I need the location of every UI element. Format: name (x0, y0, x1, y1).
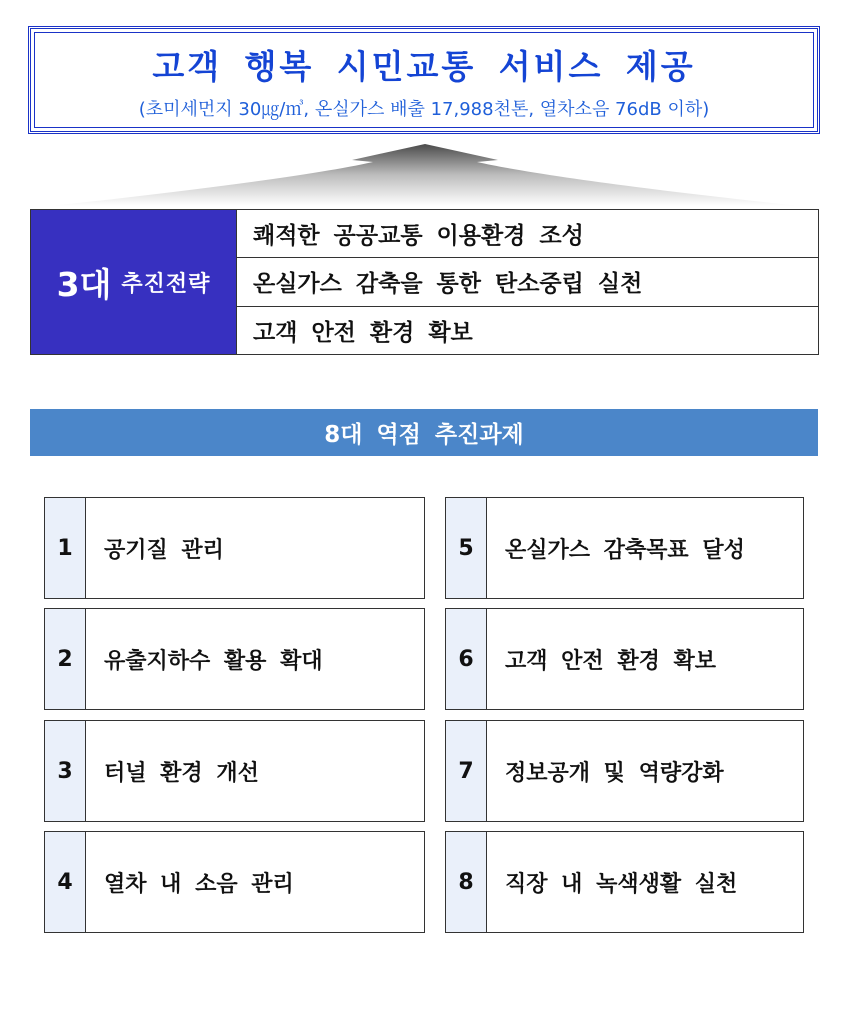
task-item-6 (445, 608, 804, 710)
task-label: 터널 환경 개선 (104, 760, 259, 786)
strategy-item-3: 고객 안전 환경 확보 (253, 319, 473, 346)
strategy-head (31, 210, 236, 354)
strategy-head-label: 추진전략 (121, 271, 211, 297)
goal-box (28, 26, 820, 134)
goal-subtitle: (초미세먼지 30㎍/㎥, 온실가스 배출 17,988천톤, 열차소음 76dB 이하) (138, 99, 710, 120)
task-item-5 (445, 497, 804, 599)
task-number: 8 (446, 832, 487, 932)
strategy-item-1: 쾌적한 공공교통 이용환경 조성 (237, 210, 818, 258)
task-label: 유출지하수 활용 확대 (104, 648, 323, 674)
task-number: 3 (45, 721, 86, 821)
task-number: 1 (45, 498, 86, 598)
task-item-4 (44, 831, 425, 933)
task-label: 정보공개 및 역량강화 (505, 760, 724, 786)
task-item-7 (445, 720, 804, 822)
task-label: 열차 내 소음 관리 (104, 871, 294, 897)
task-label: 직장 내 녹색생활 실천 (505, 871, 738, 897)
goal-title: 고객 행복 시민교통 서비스 제공 (152, 47, 696, 86)
strategy-list (236, 210, 818, 354)
task-label: 고객 안전 환경 확보 (505, 648, 716, 674)
task-label: 공기질 관리 (104, 537, 224, 563)
strategy-item-2: 온실가스 감축을 통한 탄소중립 실천 (237, 258, 818, 306)
task-label: 온실가스 감축목표 달성 (505, 537, 745, 563)
task-item-1 (44, 497, 425, 599)
strategy-head-number: 3대 (56, 264, 112, 304)
task-number: 2 (45, 609, 86, 709)
task-item-8 (445, 831, 804, 933)
task-number: 7 (446, 721, 487, 821)
strategy-table (30, 209, 819, 355)
tasks-banner: 8대 역점 추진과제 (30, 409, 818, 456)
task-item-3 (44, 720, 425, 822)
task-number: 4 (45, 832, 86, 932)
task-number: 6 (446, 609, 487, 709)
task-item-2 (44, 608, 425, 710)
task-number: 5 (446, 498, 487, 598)
upward-arrow-icon (30, 140, 819, 208)
